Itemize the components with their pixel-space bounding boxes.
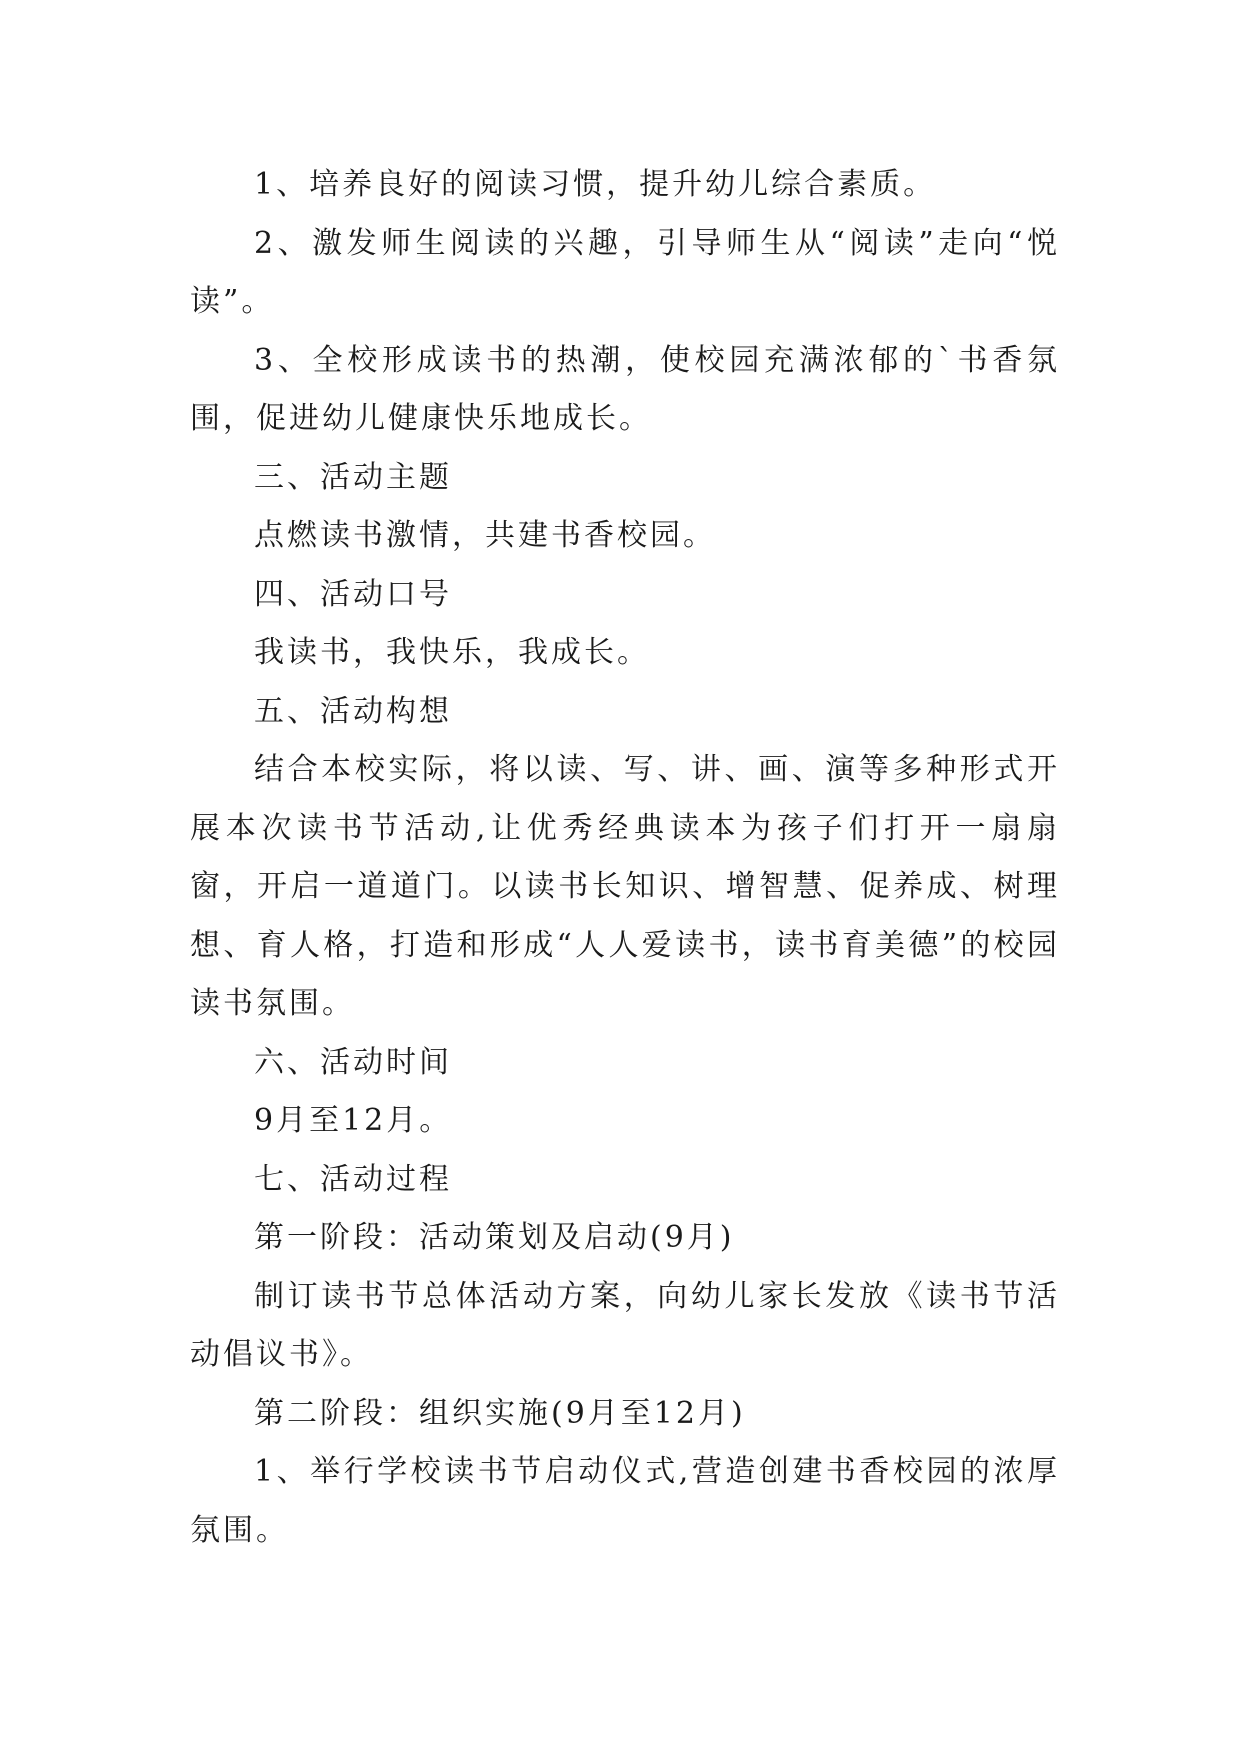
stage-1-heading: 第一阶段：活动策划及启动(9月)	[254, 1220, 735, 1255]
section-heading-concept: 五、活动构想	[254, 693, 452, 729]
stage-2-item-1: 1、举行学校读书节启动仪式,营造创建书香校园的浓厚氛围。	[190, 1454, 1060, 1548]
goal-item-1: 1、培养良好的阅读习惯，提升幼儿综合素质。	[254, 167, 937, 202]
section-heading-theme: 三、活动主题	[254, 459, 452, 495]
time-text: 9月至12月。	[254, 1103, 453, 1138]
stage-2-heading: 第二阶段：组织实施(9月至12月)	[254, 1395, 746, 1431]
section-heading-slogan: 四、活动口号	[254, 576, 452, 612]
theme-text: 点燃读书激情，共建书香校园。	[254, 518, 716, 553]
section-heading-process: 七、活动过程	[254, 1161, 452, 1197]
goal-item-2: 2、激发师生阅读的兴趣，引导师生从“阅读”走向“悦读”。	[190, 225, 1060, 319]
goal-item-3: 3、全校形成读书的热潮，使校园充满浓郁的`书香氛围，促进幼儿健康快乐地成长。	[190, 342, 1060, 436]
document-body	[190, 156, 1060, 1560]
stage-1-text: 制订读书节总体活动方案，向幼儿家长发放《读书节活动倡议书》。	[190, 1278, 1060, 1372]
slogan-text: 我读书，我快乐，我成长。	[254, 635, 650, 670]
concept-text: 结合本校实际，将以读、写、讲、画、演等多种形式开展本次读书节活动,让优秀经典读本为孩子们打开一扇扇窗，开启一道道门。以读书长知识、增智慧、促养成、树理想、育人格，打造和形成“人人爱读书，读书育美德”的校园读书氛围。	[190, 752, 1060, 1021]
section-heading-time: 六、活动时间	[254, 1044, 452, 1080]
